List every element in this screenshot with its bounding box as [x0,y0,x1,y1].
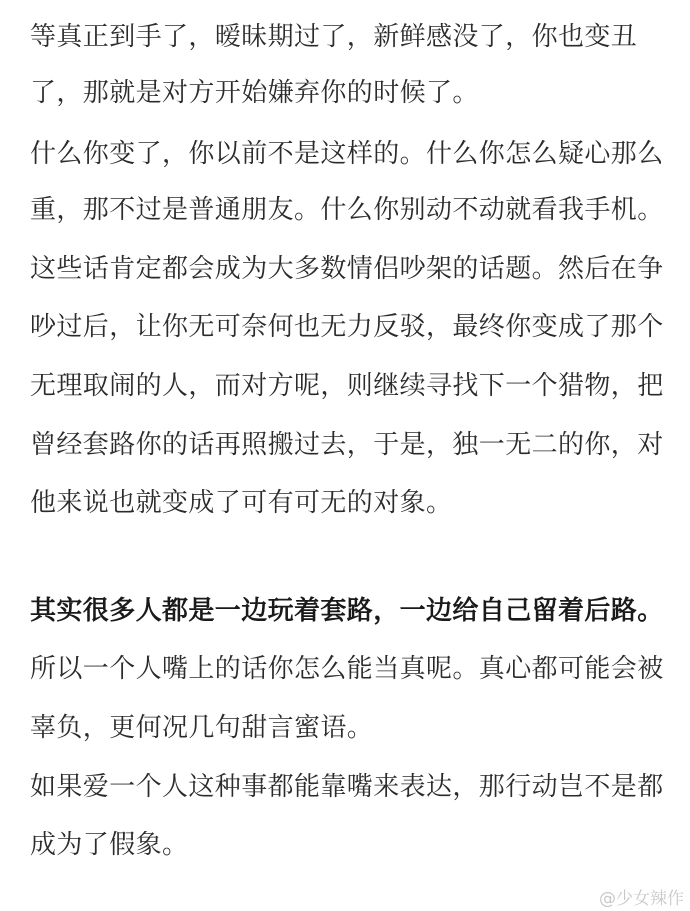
text-line: 这些话肯定都会成为大多数情侣吵架的话题。然后在争 [30,254,664,284]
emphasis-line: 其实很多人都是一边玩着套路，一边给自己留着后路。 [30,596,664,626]
text-line: 他来说也就变成了可有可无的对象。 [30,488,453,518]
text-line: 重，那不过是普通朋友。什么你别动不动就看我手机。 [30,195,664,225]
text-line: 辜负，更何况几句甜言蜜语。 [30,713,374,743]
text-line: 等真正到手了，暧昧期过了，新鲜感没了，你也变丑 [30,22,638,52]
text-line: 成为了假象。 [30,830,189,860]
watermark: @少女辣作 [599,889,684,909]
text-line: 如果爱一个人这种事都能靠嘴来表达，那行动岂不是都 [30,772,664,802]
text-line: 曾经套路你的话再照搬过去，于是，独一无二的你，对 [30,430,664,460]
text-line: 无理取闹的人，而对方呢，则继续寻找下一个猎物，把 [30,371,664,401]
text-line: 所以一个人嘴上的话你怎么能当真呢。真心都可能会被 [30,654,664,684]
text-line: 什么你变了，你以前不是这样的。什么你怎么疑心那么 [30,139,664,169]
text-line: 吵过后，让你无可奈何也无力反驳，最终你变成了那个 [30,312,664,342]
text-line: 了，那就是对方开始嫌弃你的时候了。 [30,78,479,108]
